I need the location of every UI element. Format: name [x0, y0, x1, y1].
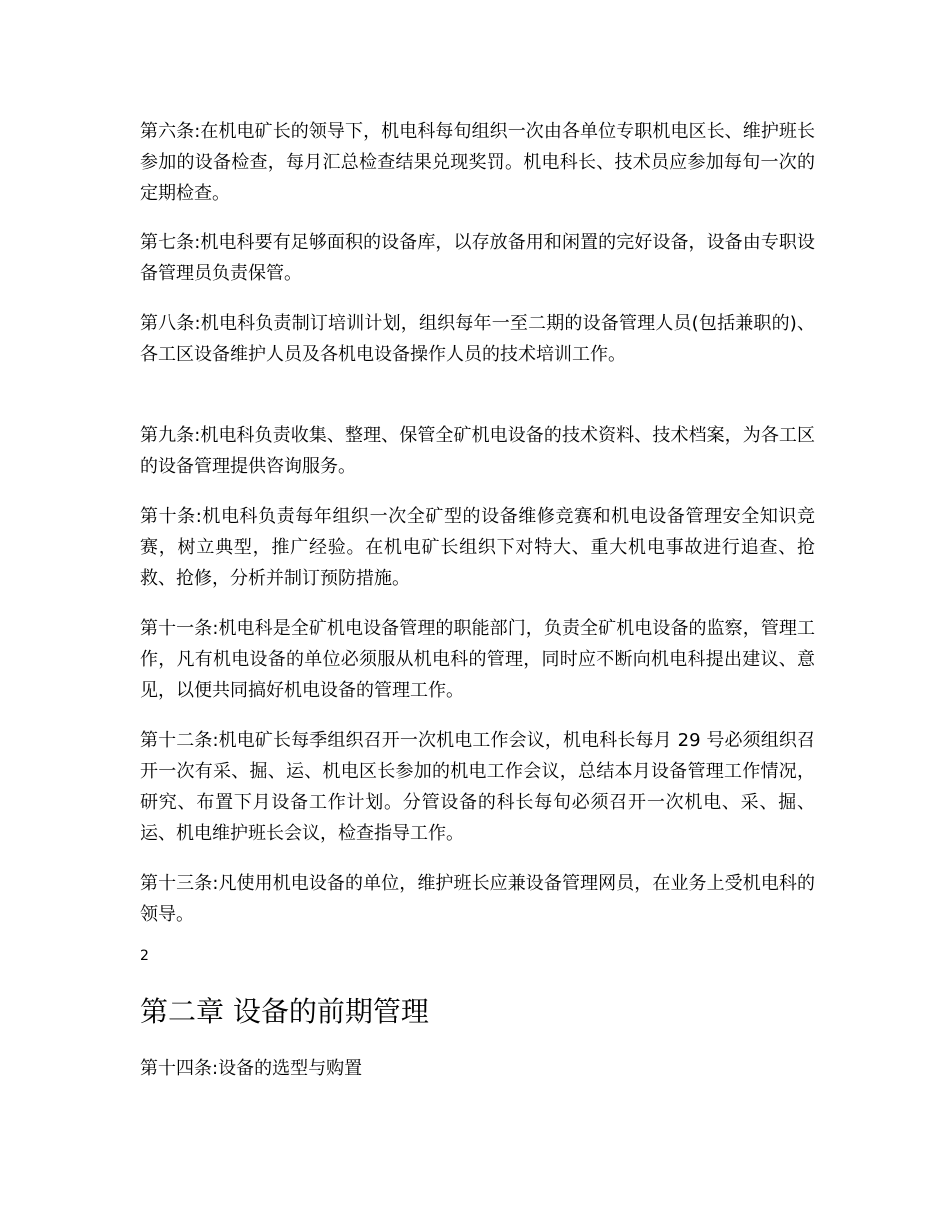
article-11-paragraph: 第十一条:机电科是全矿机电设备管理的职能部门，负责全矿机电设备的监察，管理工作，凡有机电设备的单位必须服从机电科的管理，同时应不断向机电科提出建议、意见，以便共同搞好机电设备的管理工作。: [140, 618, 815, 701]
article-13-paragraph: 第十三条:凡使用机电设备的单位，维护班长应兼设备管理网员，在业务上受机电科的领导。: [140, 873, 815, 925]
article-6-paragraph: 第六条:在机电矿长的领导下，机电科每旬组织一次由各单位专职机电区长、维护班长参加的设备检查，每月汇总检查结果兑现奖罚。机电科长、技术员应参加每旬一次的定期检查。: [140, 121, 815, 204]
article-7-paragraph: 第七条:机电科要有足够面积的设备库，以存放备用和闲置的完好设备，设备由专职设备管理员负责保管。: [140, 232, 815, 284]
article-14-heading: 第十四条:设备的选型与购置: [140, 1058, 363, 1079]
article-12-paragraph: 第十二条:机电矿长每季组织召开一次机电工作会议，机电科长每月 29 号必须组织召开一次有采、掘、运、机电区长参加的机电工作会议，总结本月设备管理工作情况，研究、布置下月设备工作计划。分管设备的科长每旬必须召开一次机电、采、掘、运、机电维护班长会议，检查指导工作。: [140, 730, 815, 844]
chapter-title: 第二章 设备的前期管理: [140, 995, 429, 1028]
article-10-paragraph: 第十条:机电科负责每年组织一次全矿型的设备维修竞赛和机电设备管理安全知识竞赛，树立典型，推广经验。在机电矿长组织下对特大、重大机电事故进行追查、抢救、抢修，分析并制订预防措施。: [140, 506, 815, 589]
article-9-paragraph: 第九条:机电科负责收集、整理、保管全矿机电设备的技术资料、技术档案，为各工区的设备管理提供咨询服务。: [140, 425, 815, 477]
article-8-paragraph: 第八条:机电科负责制订培训计划，组织每年一至二期的设备管理人员(包括兼职的)、各工区设备维护人员及各机电设备操作人员的技术培训工作。: [140, 313, 815, 365]
page-number: 2: [140, 948, 149, 964]
